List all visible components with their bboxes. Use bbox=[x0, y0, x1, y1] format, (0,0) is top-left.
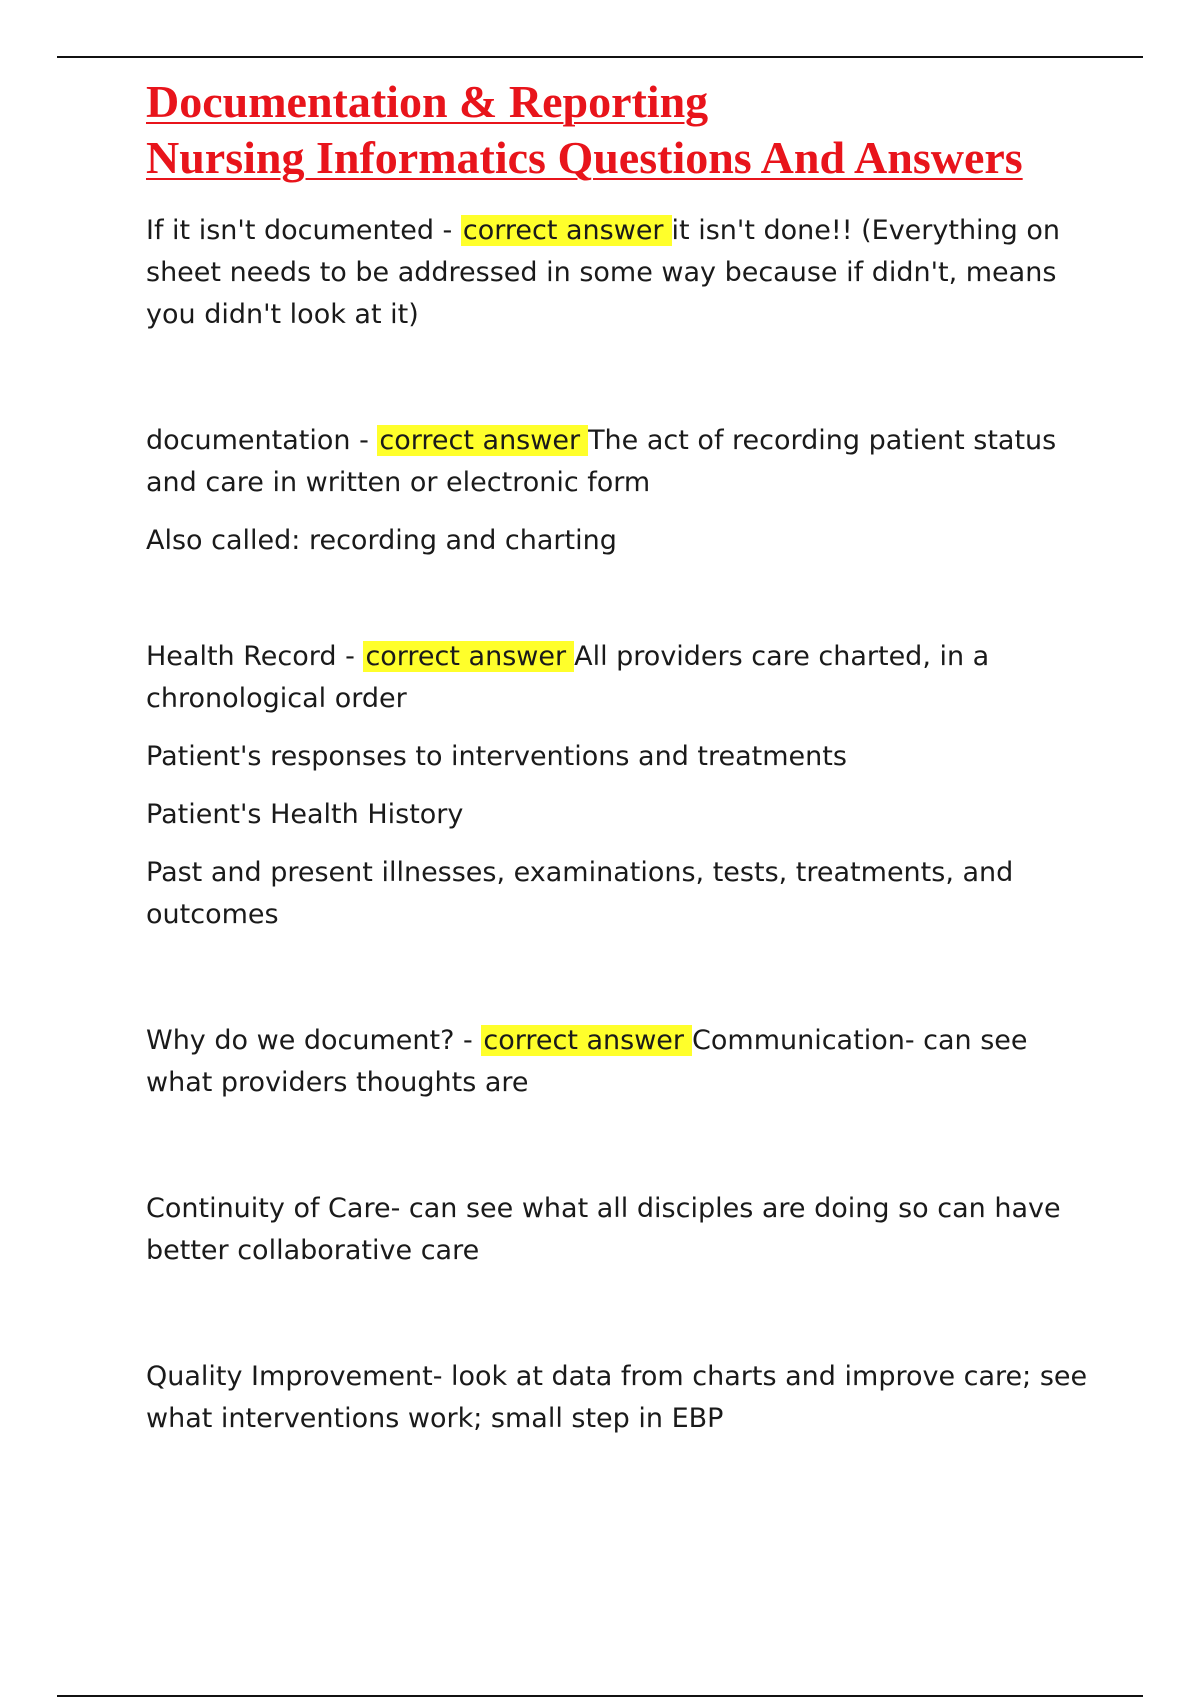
continuation-paragraph: Quality Improvement- look at data from charts and improve care; see what interventions work; small step in EBP bbox=[146, 1361, 1088, 1434]
bottom-rule bbox=[57, 1695, 1143, 1697]
question-text: If it isn't documented - bbox=[146, 215, 461, 246]
answer-highlight: correct answer bbox=[461, 215, 672, 246]
title-line-2: Nursing Informatics Questions And Answers bbox=[146, 132, 1023, 183]
answer-detail: Patient's responses to interventions and treatments bbox=[146, 741, 847, 772]
answer-text: Communication- can see what providers thoughts are bbox=[146, 1025, 1028, 1098]
continuation-paragraph: Continuity of Care- can see what all disciples are doing so can have better collaborative care bbox=[146, 1193, 1061, 1266]
answer-detail: Patient's Health History bbox=[146, 799, 464, 830]
question-text: documentation - bbox=[146, 425, 378, 456]
answer-text: The act of recording patient status and care in written or electronic form bbox=[146, 425, 1057, 498]
qa-entry bbox=[146, 420, 1096, 504]
answer-text: it isn't done!! (Everything on sheet needs to be addressed in some way because if didn't, means you didn't look at it) bbox=[146, 215, 1061, 330]
document-body bbox=[146, 210, 1096, 1440]
answer-detail: Past and present illnesses, examinations, tests, treatments, and outcomes bbox=[146, 857, 1014, 930]
document-page bbox=[146, 74, 1096, 1456]
qa-entry bbox=[146, 636, 1096, 720]
top-rule bbox=[57, 56, 1143, 58]
answer-text: All providers care charted, in a chronological order bbox=[146, 641, 990, 714]
qa-entry bbox=[146, 210, 1096, 336]
answer-highlight: correct answer bbox=[481, 1025, 692, 1056]
question-text: Health Record - bbox=[146, 641, 364, 672]
title-line-1: Documentation & Reporting bbox=[146, 76, 709, 127]
document-title bbox=[146, 74, 1096, 186]
qa-entry bbox=[146, 1020, 1096, 1104]
answer-highlight: correct answer bbox=[377, 425, 588, 456]
question-text: Why do we document? - bbox=[146, 1025, 482, 1056]
answer-highlight: correct answer bbox=[363, 641, 574, 672]
answer-detail: Also called: recording and charting bbox=[146, 525, 617, 556]
